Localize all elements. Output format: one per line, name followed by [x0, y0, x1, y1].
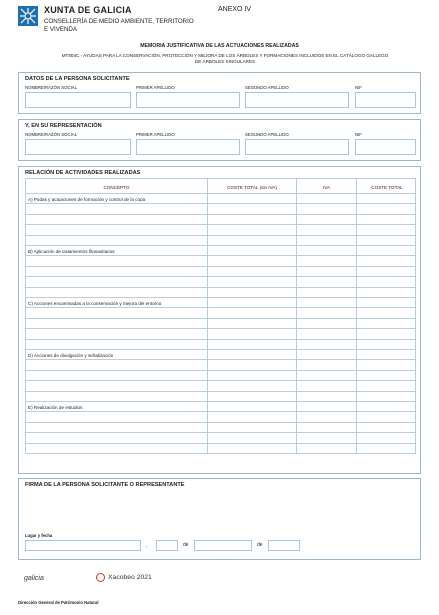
- cost-no-vat-cell[interactable]: [207, 308, 208, 317]
- total-cost-cell[interactable]: [356, 308, 357, 317]
- vat-cell[interactable]: [296, 298, 297, 307]
- vat-cell[interactable]: [296, 288, 297, 297]
- de-separator-1: de: [183, 542, 189, 548]
- month-field[interactable]: [194, 540, 252, 551]
- activity-group-label: E) Realización de estudios: [28, 404, 83, 410]
- document-title: MEMORIA JUSTIFICATIVA DE LAS ACTUACIONES REALIZADAS: [140, 43, 299, 49]
- place-date-label: Lugar y fecha: [25, 533, 53, 538]
- table-row: [25, 444, 416, 454]
- cost-no-vat-cell[interactable]: [207, 423, 208, 432]
- vat-cell[interactable]: [296, 267, 297, 276]
- table-row: [25, 288, 416, 298]
- vat-cell[interactable]: [296, 433, 297, 442]
- applicant-second-surname-field[interactable]: [245, 92, 349, 108]
- activities-section: [18, 166, 421, 474]
- comma-separator: ,: [146, 543, 148, 549]
- vat-cell[interactable]: [296, 402, 297, 411]
- total-cost-cell[interactable]: [356, 277, 357, 286]
- de-separator-2: de: [257, 542, 263, 548]
- galicia-logo-text: galicia: [24, 575, 44, 582]
- table-row: [25, 423, 416, 433]
- signature-section-title: FIRMA DE LA PERSONA SOLICITANTE O REPRESENTANTE: [25, 482, 185, 488]
- vat-cell[interactable]: [296, 360, 297, 369]
- total-cost-cell[interactable]: [356, 412, 357, 421]
- vat-cell[interactable]: [296, 371, 297, 380]
- first-surname-label: PRIMER APELLIDO: [136, 85, 175, 90]
- year-field[interactable]: [268, 540, 300, 551]
- rep-nif-field[interactable]: [355, 139, 416, 155]
- total-cost-cell[interactable]: [356, 392, 357, 401]
- table-row: [25, 340, 416, 350]
- document-subtitle: MT804C - AYUDAS PARA LA CONSERVACIÓN, PROTECCIÓN Y MEJORA DE LOS ÁRBOLES Y FORMACIONES INCLUIDOS EN EL CATÁLOGO GALLEGO DE ÁRBOLES SINGULARES: [61, 53, 389, 64]
- cost-no-vat-cell[interactable]: [207, 225, 208, 234]
- xunta-logo-text: XUNTA DE GALICIA: [44, 5, 132, 15]
- table-group-row: [25, 350, 416, 360]
- table-row: [25, 308, 416, 318]
- cost-no-vat-cell[interactable]: [207, 236, 208, 245]
- vat-cell[interactable]: [296, 329, 297, 338]
- rep-name-field[interactable]: [25, 139, 131, 155]
- vat-cell[interactable]: [296, 423, 297, 432]
- total-cost-cell[interactable]: [356, 236, 357, 245]
- total-cost-cell[interactable]: [356, 371, 357, 380]
- vat-cell[interactable]: [296, 236, 297, 245]
- table-row: [25, 204, 416, 214]
- cost-no-vat-cell[interactable]: [207, 298, 208, 307]
- table-group-row: [25, 298, 416, 308]
- cost-no-vat-cell[interactable]: [207, 319, 208, 328]
- rep-name-label: NOMBRE/RAZÓN SOCIAL: [25, 132, 78, 137]
- conselleria-name: CONSELLERÍA DE MEDIO AMBIENTE, TERRITORIO E VIVENDA: [44, 18, 194, 33]
- total-cost-cell[interactable]: [356, 225, 357, 234]
- vat-cell[interactable]: [296, 256, 297, 265]
- cost-no-vat-cell[interactable]: [207, 412, 208, 421]
- second-surname-label: SEGUNDO APELLIDO: [245, 85, 289, 90]
- table-row: [25, 215, 416, 225]
- header-concept: CONCEPTO: [103, 184, 130, 190]
- cost-no-vat-cell[interactable]: [207, 381, 208, 390]
- cost-no-vat-cell[interactable]: [207, 256, 208, 265]
- vat-cell[interactable]: [296, 392, 297, 401]
- vat-cell[interactable]: [296, 215, 297, 224]
- rep-first-surname-label: PRIMER APELLIDO: [136, 132, 175, 137]
- cost-no-vat-cell[interactable]: [207, 215, 208, 224]
- table-row: [25, 236, 416, 246]
- vat-cell[interactable]: [296, 350, 297, 359]
- header-cost-no-vat: COSTE TOTAL (sin IVA): [207, 179, 296, 195]
- xunta-logo-icon: [18, 6, 38, 26]
- table-row: [25, 267, 416, 277]
- total-cost-cell[interactable]: [356, 423, 357, 432]
- total-cost-cell[interactable]: [356, 298, 357, 307]
- table-row: [25, 412, 416, 422]
- vat-cell[interactable]: [296, 277, 297, 286]
- activity-group-label: D) Acciones de divulgación y señalización: [28, 352, 114, 358]
- table-row: [25, 433, 416, 443]
- table-group-row: [25, 194, 416, 204]
- cost-no-vat-cell[interactable]: [207, 267, 208, 276]
- total-cost-cell[interactable]: [356, 194, 357, 203]
- footer-direction: Dirección General de Patrimonio Natural: [18, 600, 99, 605]
- activity-group-label: C) Acciones encaminadas a la conservación y mejora del entorno: [28, 300, 162, 306]
- table-row: [25, 360, 416, 370]
- applicant-name-field[interactable]: [25, 92, 131, 108]
- total-cost-cell[interactable]: [356, 360, 357, 369]
- activities-section-title: RELACIÓN DE ACTIVIDADES REALIZADAS: [25, 170, 141, 176]
- total-cost-cell[interactable]: [356, 204, 357, 213]
- cost-no-vat-cell[interactable]: [207, 246, 208, 255]
- activities-table-header: [25, 178, 416, 194]
- vat-cell[interactable]: [296, 225, 297, 234]
- name-label: NOMBRE/RAZÓN SOCIAL: [25, 85, 78, 90]
- rep-first-surname-field[interactable]: [136, 139, 240, 155]
- day-field[interactable]: [156, 540, 178, 551]
- total-cost-cell[interactable]: [356, 402, 357, 411]
- rep-nif-label: NIF: [355, 132, 362, 137]
- total-cost-cell[interactable]: [356, 319, 357, 328]
- vat-cell[interactable]: [296, 204, 297, 213]
- total-cost-cell[interactable]: [356, 215, 357, 224]
- table-row: [25, 329, 416, 339]
- rep-second-surname-field[interactable]: [245, 139, 349, 155]
- table-row: [25, 256, 416, 266]
- applicant-section: [18, 72, 421, 114]
- activity-group-label: B) Aplicación de tratamientos fitosanitarios: [28, 248, 115, 254]
- total-cost-cell[interactable]: [356, 246, 357, 255]
- table-row: [25, 371, 416, 381]
- applicant-section-title: DATOS DE LA PERSONA SOLICITANTE: [25, 76, 130, 82]
- applicant-nif-field[interactable]: [355, 92, 416, 108]
- total-cost-cell[interactable]: [356, 444, 357, 453]
- nif-label: NIF: [355, 85, 362, 90]
- vat-cell[interactable]: [296, 412, 297, 421]
- table-row: [25, 277, 416, 287]
- total-cost-cell[interactable]: [356, 433, 357, 442]
- cost-no-vat-cell[interactable]: [207, 340, 208, 349]
- table-group-row: [25, 246, 416, 256]
- vat-cell[interactable]: [296, 381, 297, 390]
- cost-no-vat-cell[interactable]: [207, 444, 208, 453]
- place-field[interactable]: [25, 540, 141, 551]
- cost-no-vat-cell[interactable]: [207, 371, 208, 380]
- cost-no-vat-cell[interactable]: [207, 277, 208, 286]
- vat-cell[interactable]: [296, 340, 297, 349]
- total-cost-cell[interactable]: [356, 381, 357, 390]
- signature-section: [18, 478, 421, 560]
- vat-cell[interactable]: [296, 246, 297, 255]
- xacobeo-logo: [96, 573, 152, 582]
- table-group-row: [25, 402, 416, 412]
- cost-no-vat-cell[interactable]: [207, 350, 208, 359]
- representative-section: [18, 119, 421, 161]
- total-cost-cell[interactable]: [356, 350, 357, 359]
- galicia-logo: [24, 575, 44, 582]
- vat-cell[interactable]: [296, 444, 297, 453]
- vat-cell[interactable]: [296, 308, 297, 317]
- xacobeo-logo-text: Xacobeo 2021: [108, 574, 152, 581]
- cost-no-vat-cell[interactable]: [207, 194, 208, 203]
- table-row: [25, 392, 416, 402]
- vat-cell[interactable]: [296, 319, 297, 328]
- header: [18, 6, 428, 40]
- rep-second-surname-label: SEGUNDO APELLIDO: [245, 132, 289, 137]
- xacobeo-icon: [96, 573, 105, 582]
- cost-no-vat-cell[interactable]: [207, 402, 208, 411]
- representative-section-title: Y, EN SU REPRESENTACIÓN: [25, 123, 102, 129]
- cost-no-vat-cell[interactable]: [207, 360, 208, 369]
- cost-no-vat-cell[interactable]: [207, 433, 208, 442]
- header-total-cost: COSTE TOTAL: [356, 179, 417, 195]
- total-cost-cell[interactable]: [356, 267, 357, 276]
- header-vat: IVA: [296, 179, 356, 195]
- cost-no-vat-cell[interactable]: [207, 288, 208, 297]
- cost-no-vat-cell[interactable]: [207, 204, 208, 213]
- annex-label: ANEXO IV: [218, 6, 252, 13]
- cost-no-vat-cell[interactable]: [207, 392, 208, 401]
- total-cost-cell[interactable]: [356, 256, 357, 265]
- table-row: [25, 319, 416, 329]
- table-row: [25, 225, 416, 235]
- vat-cell[interactable]: [296, 194, 297, 203]
- total-cost-cell[interactable]: [356, 340, 357, 349]
- applicant-first-surname-field[interactable]: [136, 92, 240, 108]
- activity-group-label: A) Podas y actuaciones de formación y control de la copa: [28, 196, 146, 202]
- table-row: [25, 381, 416, 391]
- total-cost-cell[interactable]: [356, 288, 357, 297]
- cost-no-vat-cell[interactable]: [207, 329, 208, 338]
- total-cost-cell[interactable]: [356, 329, 357, 338]
